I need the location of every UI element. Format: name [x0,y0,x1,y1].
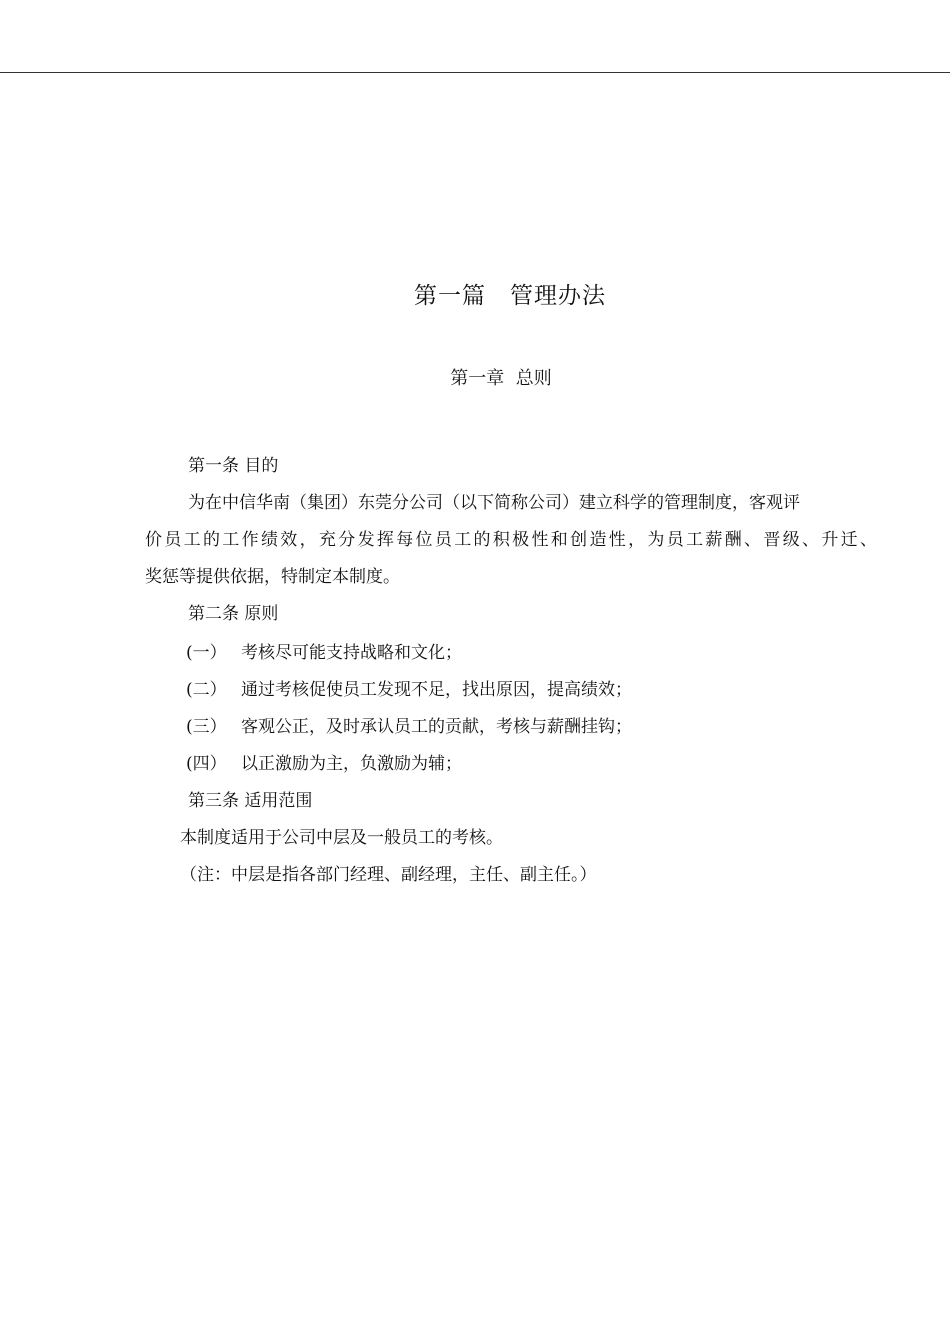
principle-item-text: 以正激励为主，负激励为辅； [241,754,462,774]
principle-item-text: 考核尽可能支持战略和文化； [241,643,462,663]
principle-item-number: (一） [186,643,227,663]
article-3-heading: 第三条 适用范围 [188,791,313,811]
article-1-para-line-2: 价员工的工作绩效，充分发挥每位员工的积极性和创造性，为员工薪酬、晋级、升迁、 [145,530,877,550]
principle-item [186,715,632,739]
principle-item-text: 客观公正，及时承认员工的贡献，考核与薪酬挂钩； [241,717,632,737]
article-3-para: 本制度适用于公司中层及一般员工的考核。 [180,828,503,848]
principle-item-text: 通过考核促使员工发现不足，找出原因，提高绩效； [241,680,632,700]
article-2-heading: 第二条 原则 [188,604,279,624]
article-1-para-line-3: 奖惩等提供依据，特制定本制度。 [145,567,400,587]
principle-item-number: (四） [186,754,227,774]
part-title: 第一篇 管理办法 [414,283,606,309]
article-1-para-line-1: 为在中信华南（集团）东莞分公司（以下简称公司）建立科学的管理制度，客观评 [188,493,800,513]
principle-item [186,678,632,702]
chapter-title: 第一章 总则 [450,368,552,389]
principle-item-number: (二） [186,680,227,700]
article-1-heading: 第一条 目的 [188,456,279,476]
principle-item [186,752,462,776]
principle-item [186,641,462,665]
principle-item-number: (三） [186,717,227,737]
article-3-note: （注：中层是指各部门经理、副经理，主任、副主任。） [180,865,597,885]
header-rule [0,72,950,73]
